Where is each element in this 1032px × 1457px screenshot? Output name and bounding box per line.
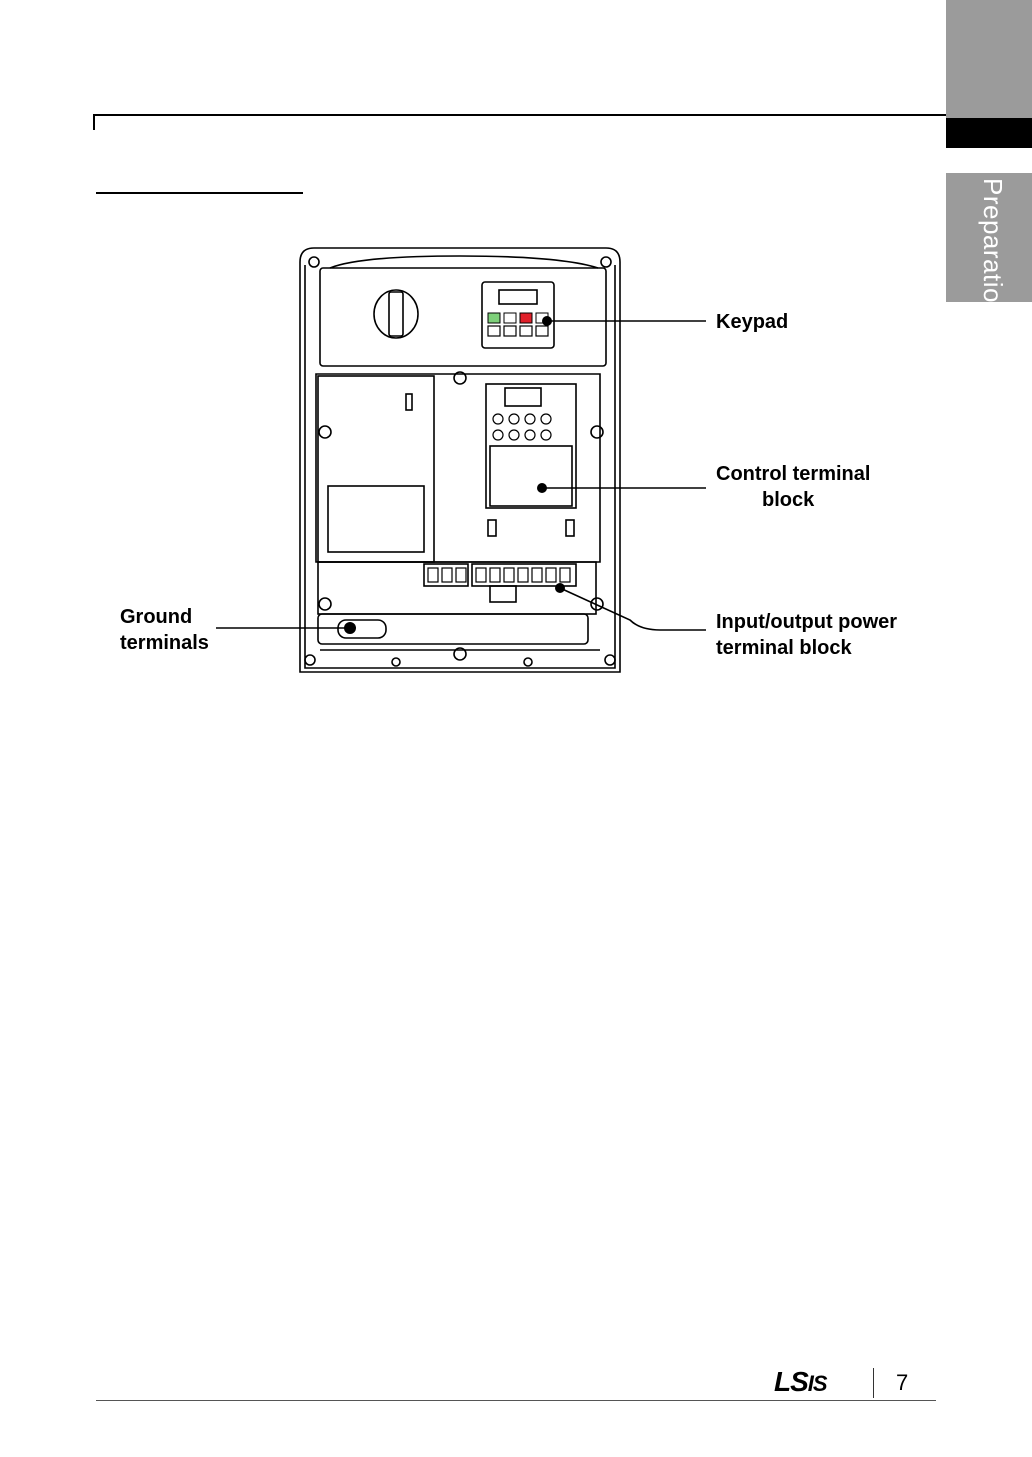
ground-label-line1: Ground bbox=[120, 606, 193, 628]
keypad-label: Keypad bbox=[716, 311, 789, 333]
control-terminal-label-line1: Control terminal bbox=[716, 463, 871, 485]
footer-separator bbox=[873, 1368, 874, 1398]
footer-rule bbox=[96, 1400, 936, 1401]
control-terminal-label-line2: block bbox=[762, 489, 815, 511]
ground-label-line2: terminals bbox=[120, 632, 209, 654]
power-terminal-label-line1: Input/output power bbox=[716, 611, 898, 633]
side-tab-label: Preparation bbox=[978, 178, 1008, 318]
power-terminal-label-line2: terminal block bbox=[716, 637, 852, 659]
ls-is-logo: LSIS bbox=[774, 1366, 827, 1397]
page-number: 7 bbox=[896, 1370, 909, 1395]
